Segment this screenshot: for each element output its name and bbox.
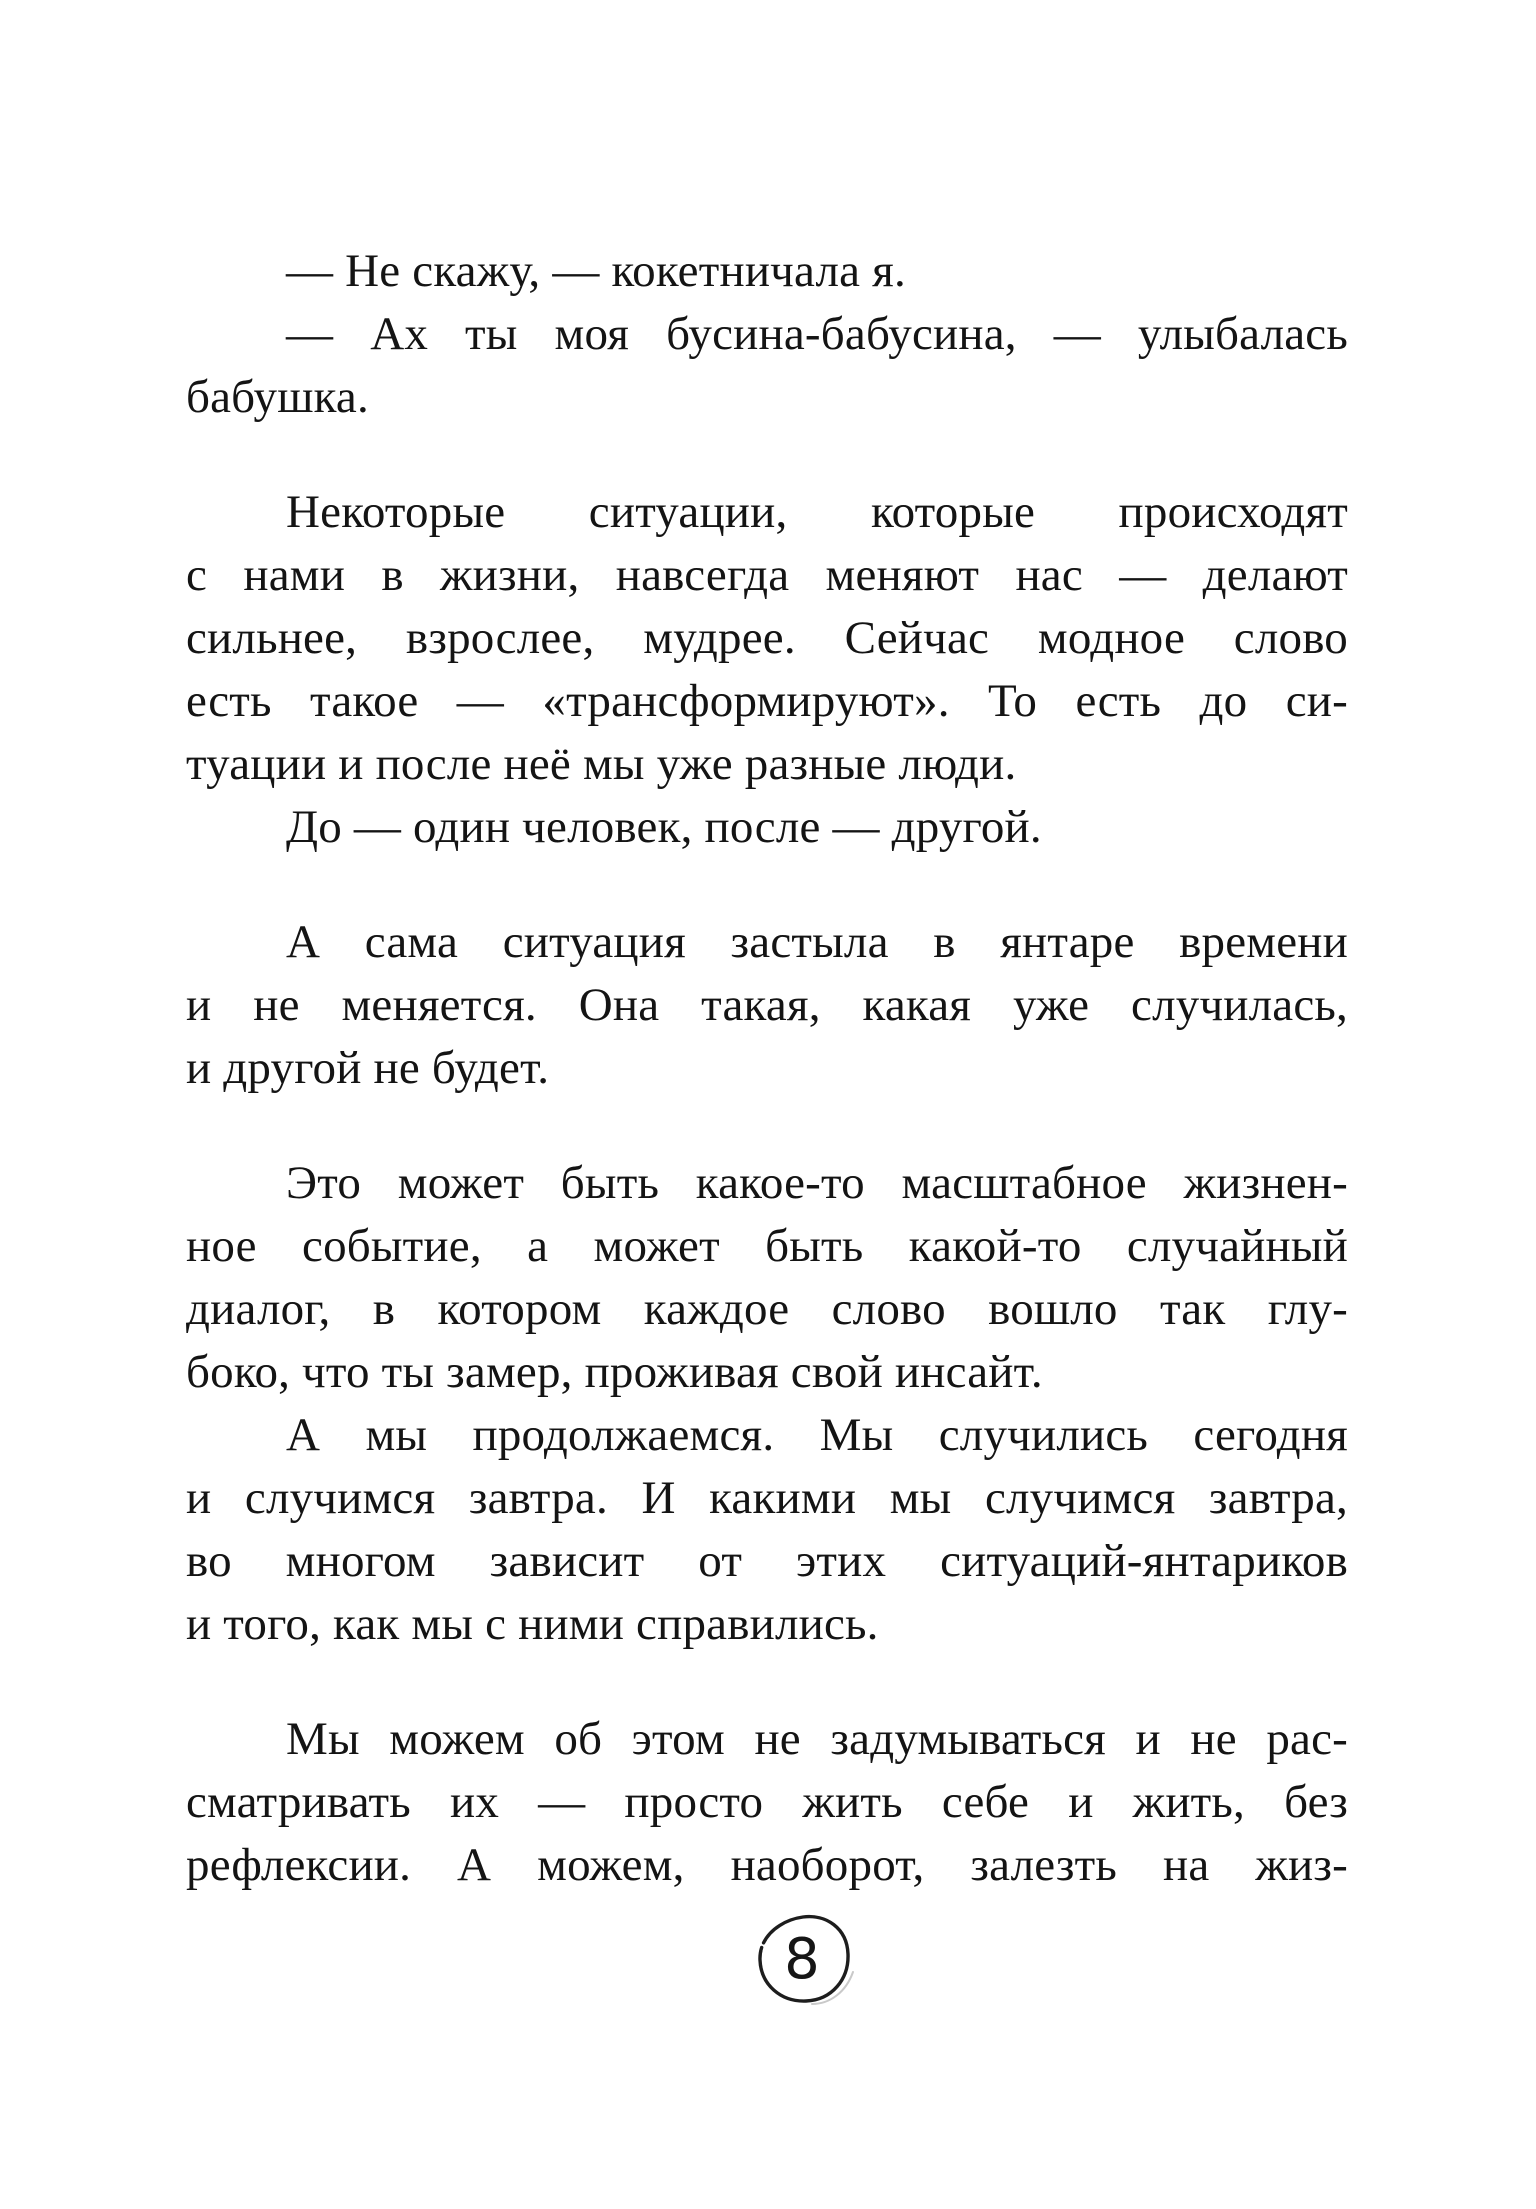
text-line: есть такое — «трансформируют». То есть до си- bbox=[186, 675, 1348, 727]
text-line: боко, что ты замер, проживая свой инсайт. bbox=[186, 1346, 1043, 1398]
text-line: бабушка. bbox=[186, 371, 369, 423]
text-block bbox=[186, 240, 1348, 1897]
text-line: во многом зависит от этих ситуаций-янтариков bbox=[186, 1535, 1348, 1587]
text-line: и того, как мы с ними справились. bbox=[186, 1598, 879, 1650]
text-line: — Ах ты моя бусина-бабусина, — улыбалась bbox=[286, 308, 1348, 360]
text-line: и не меняется. Она такая, какая уже случилась, bbox=[186, 979, 1348, 1031]
text-line: А сама ситуация застыла в янтаре времени bbox=[286, 916, 1348, 968]
text-line: и другой не будет. bbox=[186, 1042, 550, 1094]
text-line: А мы продолжаемся. Мы случились сегодня bbox=[286, 1409, 1348, 1461]
text-line: ное событие, а может быть какой-то случайный bbox=[186, 1220, 1348, 1272]
text-line: туации и после неё мы уже разные люди. bbox=[186, 738, 1017, 790]
text-line: Некоторые ситуации, которые происходят bbox=[286, 486, 1348, 538]
text-line: сильнее, взрослее, мудрее. Сейчас модное слово bbox=[186, 612, 1348, 664]
text-line: сматривать их — просто жить себе и жить, без bbox=[186, 1776, 1348, 1828]
text-line: с нами в жизни, навсегда меняют нас — делают bbox=[186, 549, 1348, 601]
text-line: Мы можем об этом не задумываться и не рас- bbox=[286, 1713, 1348, 1765]
text-line: рефлексии. А можем, наоборот, залезть на жиз- bbox=[186, 1839, 1348, 1891]
text-line: — Не скажу, — кокетничала я. bbox=[286, 245, 906, 297]
page-footer bbox=[754, 1912, 856, 2008]
text-line: диалог, в котором каждое слово вошло так глу- bbox=[186, 1283, 1348, 1335]
page-number: 8 bbox=[784, 1926, 820, 1992]
text-line: и случимся завтра. И какими мы случимся завтра, bbox=[186, 1472, 1348, 1524]
text-line: Это может быть какое-то масштабное жизнен- bbox=[286, 1157, 1348, 1209]
text-line: До — один человек, после — другой. bbox=[286, 801, 1042, 853]
